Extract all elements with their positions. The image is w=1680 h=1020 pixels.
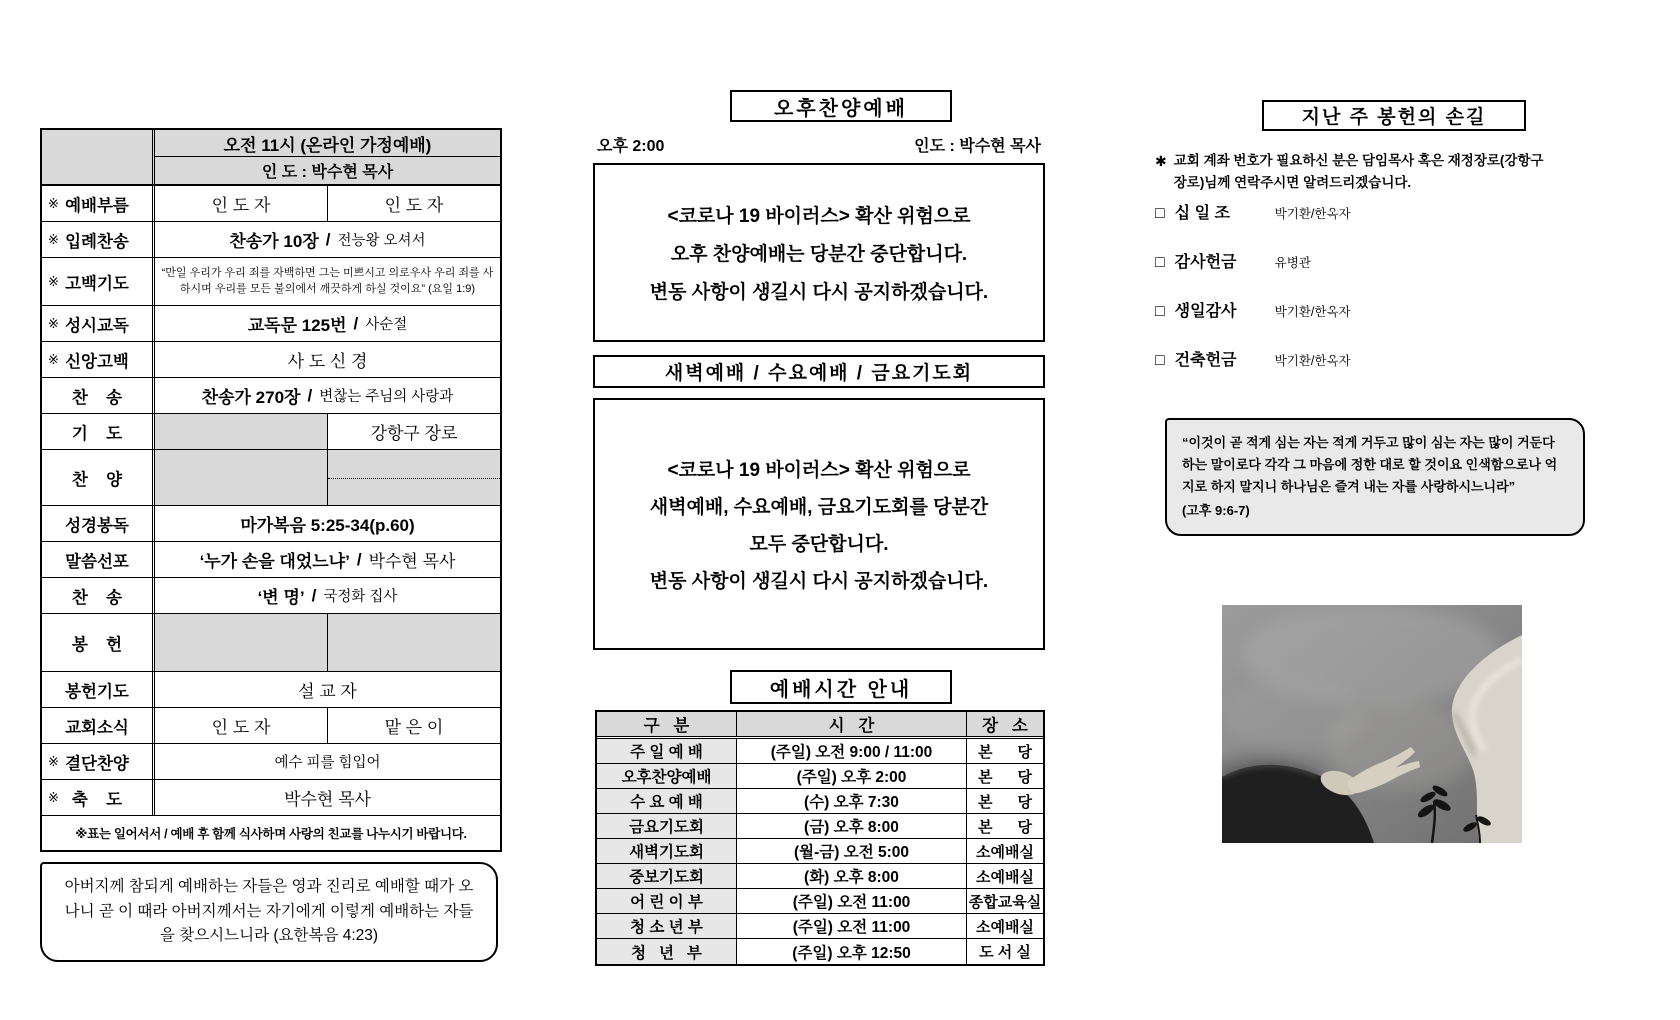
jesus-hands-photo bbox=[1222, 605, 1522, 843]
preacher: 박수현 목사 bbox=[368, 552, 456, 571]
checkbox-icon: □ bbox=[1155, 352, 1165, 369]
stand-marker: ※ bbox=[48, 273, 59, 289]
scripture-passage: 마가복음 5:25-34(p.60) bbox=[240, 516, 415, 535]
afternoon-meta-line bbox=[593, 133, 1045, 156]
benediction-by: 박수현 목사 bbox=[284, 790, 371, 809]
empty-gray-cell bbox=[327, 614, 500, 671]
verse-reference: (고후 9:6-7) bbox=[1182, 503, 1250, 519]
row-label: 축 도 bbox=[71, 790, 123, 809]
song-title: ‘변 명’ bbox=[257, 588, 305, 607]
stand-marker: ※ bbox=[48, 315, 59, 331]
cell-right: 인 도 자 bbox=[327, 186, 500, 221]
checkbox-icon: □ bbox=[1155, 205, 1165, 222]
offering-item-birthday bbox=[1155, 298, 1351, 321]
notice-line: 변동 사항이 생길시 다시 공지하겠습니다. bbox=[649, 282, 989, 303]
hymn-number: 찬송가 270장 bbox=[201, 388, 301, 407]
singer: 국정화 집사 bbox=[323, 589, 398, 605]
service-times-table bbox=[595, 710, 1045, 966]
notice-line: 새벽예배, 수요예배, 금요기도회를 당분간 bbox=[649, 497, 989, 518]
row-announcements bbox=[42, 708, 500, 744]
worship-order-header bbox=[42, 130, 500, 186]
account-note-text: 교회 계좌 번호가 필요하신 분은 담임목사 혹은 재정장로(강항구 장로)님께 연락주시면 알려드리겠습니다. bbox=[1173, 153, 1544, 191]
jesus-hands-photo-art bbox=[1222, 605, 1522, 843]
header-corner-cell bbox=[42, 130, 155, 184]
afternoon-time: 오후 2:00 bbox=[597, 138, 665, 155]
row-creed bbox=[42, 342, 500, 378]
schedule-row: 오후찬양예배 (주일) 오후 2:00 본 당 bbox=[597, 764, 1043, 789]
checkbox-icon: □ bbox=[1155, 254, 1165, 271]
row-label: 말씀선포 bbox=[65, 552, 129, 571]
offerings-title: 지난 주 봉헌의 손길 bbox=[1262, 100, 1526, 131]
row-label: 신앙고백 bbox=[65, 352, 129, 371]
schedule-row: 금요기도회 (금) 오후 8:00 본 당 bbox=[597, 814, 1043, 839]
notice-line: 변동 사항이 생길시 다시 공지하겠습니다. bbox=[649, 571, 989, 592]
confession-verse: “만일 우리가 우리 죄를 자백하면 그는 미쁘시고 의로우사 우리 죄를 사하시며 우리를 모든 불의에서 깨끗하게 하실 것이요” (요일 1:9) bbox=[161, 266, 494, 295]
schedule-row: 수 요 예 배 (수) 오후 7:30 본 당 bbox=[597, 789, 1043, 814]
verse-text: “이것이 곧 적게 심는 자는 적게 거두고 많이 심는 자는 많이 거둔다 하는 말이로다 각각 그 마음에 정한 대로 할 것이요 인색함으로나 억지로 하지 말지니 하나님은 즐겨 내는 자를 사랑하시느니라” bbox=[1182, 435, 1558, 495]
offering-names: 박기환/한옥자 bbox=[1274, 207, 1351, 221]
offering-type: 감사헌금 bbox=[1174, 254, 1237, 271]
row-confession-prayer bbox=[42, 258, 500, 306]
service-time-title: 오전 11시 (온라인 가정예배) bbox=[155, 130, 500, 157]
row-call-to-worship bbox=[42, 186, 500, 222]
account-note bbox=[1155, 150, 1550, 195]
creed-name: 사 도 신 경 bbox=[287, 352, 368, 371]
row-label: 고백기도 bbox=[65, 274, 129, 293]
john-4-23-verse-box: 아버지께 참되게 예배하는 자들은 영과 진리로 예배할 때가 오나니 곧 이 때라 아버지께서는 자기에게 이렇게 예배하는 자들을 찾으시느니라 (요한복음 4:23) bbox=[40, 862, 498, 962]
schedule-header-row bbox=[597, 712, 1043, 739]
col-place: 장 소 bbox=[967, 712, 1043, 736]
row-label: 입례찬송 bbox=[65, 232, 129, 251]
row-responsive-reading: ※ 성시교독 교독문 125번 / 사순절 bbox=[42, 306, 500, 342]
stand-marker: ※ bbox=[48, 789, 59, 805]
row-label: 성경봉독 bbox=[65, 516, 129, 535]
hymn-title: 전능왕 오셔서 bbox=[337, 233, 426, 249]
offering-type: 십 일 조 bbox=[1174, 205, 1230, 222]
row-sermon: 말씀선포 ‘누가 손을 대었느냐’ / 박수현 목사 bbox=[42, 542, 500, 578]
schedule-row: 어 린 이 부 (주일) 오전 11:00 종합교육실 bbox=[597, 889, 1043, 914]
reading-title: 사순절 bbox=[365, 317, 408, 333]
checkbox-icon: □ bbox=[1155, 303, 1165, 320]
afternoon-notice-box bbox=[593, 163, 1045, 342]
row-opening-hymn: ※ 입례찬송 찬송가 10장 / 전능왕 오셔서 bbox=[42, 222, 500, 258]
reading-number: 교독문 125번 bbox=[247, 316, 347, 335]
row-scripture-reading bbox=[42, 506, 500, 542]
corinthians-verse-box bbox=[1165, 418, 1585, 536]
notice-line: 오후 찬양예배는 당분간 중단합니다. bbox=[670, 244, 968, 265]
hymn-number: 찬송가 10장 bbox=[229, 232, 319, 251]
weekday-notice-box bbox=[593, 398, 1045, 650]
weekday-services-title: 새벽예배 / 수요예배 / 금요기도회 bbox=[593, 355, 1045, 388]
afternoon-praise-title: 오후찬양예배 bbox=[730, 90, 952, 122]
row-label: 결단찬양 bbox=[65, 754, 129, 773]
empty-gray-cell bbox=[155, 450, 327, 505]
notice-line: 모두 중단합니다. bbox=[749, 534, 889, 555]
stand-marker: ※ bbox=[48, 231, 59, 247]
row-prayer bbox=[42, 414, 500, 450]
row-hymn: 찬 송 찬송가 270장 / 변찮는 주님의 사랑과 bbox=[42, 378, 500, 414]
stand-marker: ※ bbox=[48, 195, 59, 211]
row-offering bbox=[42, 614, 500, 672]
row-label: 찬 송 bbox=[71, 388, 123, 407]
offering-names: 유병관 bbox=[1274, 256, 1311, 270]
row-offering-prayer bbox=[42, 672, 500, 708]
offering-names: 박기환/한옥자 bbox=[1274, 305, 1351, 319]
offering-names: 박기환/한옥자 bbox=[1274, 354, 1351, 368]
row-benediction bbox=[42, 780, 500, 816]
offering-type: 생일감사 bbox=[1174, 303, 1237, 320]
row-label: 기 도 bbox=[71, 424, 123, 443]
offering-item-tithe bbox=[1155, 200, 1351, 223]
row-label: 교회소식 bbox=[65, 718, 129, 737]
col-time: 시 간 bbox=[737, 712, 967, 736]
row-label: 찬 송 bbox=[71, 588, 123, 607]
schedule-row: 중보기도회 (화) 오후 8:00 소예배실 bbox=[597, 864, 1043, 889]
empty-gray-cell bbox=[155, 614, 327, 671]
empty-gray-cell-dotted bbox=[327, 450, 500, 505]
row-commitment-hymn bbox=[42, 744, 500, 780]
worship-order-table bbox=[40, 128, 502, 852]
row-label: 찬 양 bbox=[71, 470, 123, 489]
table-footnote: ※표는 일어서서 / 예배 후 함께 식사하며 사랑의 친교를 나누시기 바랍니다. bbox=[75, 827, 467, 841]
sermon-title: ‘누가 손을 대었느냐’ bbox=[199, 552, 350, 571]
prayer-leader: 강항구 장로 bbox=[327, 414, 500, 449]
schedule-row: 청 년 부 (주일) 오후 12:50 도 서 실 bbox=[597, 939, 1043, 964]
service-leader: 인 도 : 박수현 목사 bbox=[261, 164, 394, 181]
row-praise bbox=[42, 450, 500, 506]
row-special-song: 찬 송 ‘변 명’ / 국정화 집사 bbox=[42, 578, 500, 614]
row-label: 봉 헌 bbox=[71, 635, 123, 654]
commitment-hymn-title: 예수 피를 힘입어 bbox=[274, 755, 381, 771]
cell-left: 인 도 자 bbox=[211, 196, 271, 215]
schedule-row: 새벽기도회 (월-금) 오전 5:00 소예배실 bbox=[597, 839, 1043, 864]
service-times-title: 예배시간 안내 bbox=[730, 670, 952, 704]
row-label: 봉헌기도 bbox=[65, 682, 129, 701]
afternoon-leader: 인도 : 박수현 목사 bbox=[914, 138, 1041, 155]
asterisk-icon: ✱ bbox=[1155, 153, 1167, 169]
cell-right: 맡 은 이 bbox=[327, 708, 500, 743]
offering-type: 건축헌금 bbox=[1174, 352, 1237, 369]
stand-marker: ※ bbox=[48, 351, 59, 367]
notice-line: <코로나 19 바이러스> 확산 위험으로 bbox=[667, 206, 971, 227]
row-label: 예배부름 bbox=[65, 196, 129, 215]
offering-item-building bbox=[1155, 347, 1351, 370]
offering-prayer-by: 설 교 자 bbox=[298, 682, 357, 701]
cell-left: 인 도 자 bbox=[211, 718, 271, 737]
stand-marker: ※ bbox=[48, 753, 59, 769]
offerings-list bbox=[1155, 200, 1351, 370]
col-category: 구 분 bbox=[597, 712, 737, 736]
offering-item-thanksgiving bbox=[1155, 249, 1351, 272]
row-label: 성시교독 bbox=[65, 316, 129, 335]
notice-line: <코로나 19 바이러스> 확산 위험으로 bbox=[667, 460, 971, 481]
schedule-row: 주 일 예 배 (주일) 오전 9:00 / 11:00 본 당 bbox=[597, 739, 1043, 764]
empty-gray-cell bbox=[155, 414, 327, 449]
schedule-row: 청 소 년 부 (주일) 오전 11:00 소예배실 bbox=[597, 914, 1043, 939]
hymn-title: 변찮는 주님의 사랑과 bbox=[319, 389, 454, 405]
